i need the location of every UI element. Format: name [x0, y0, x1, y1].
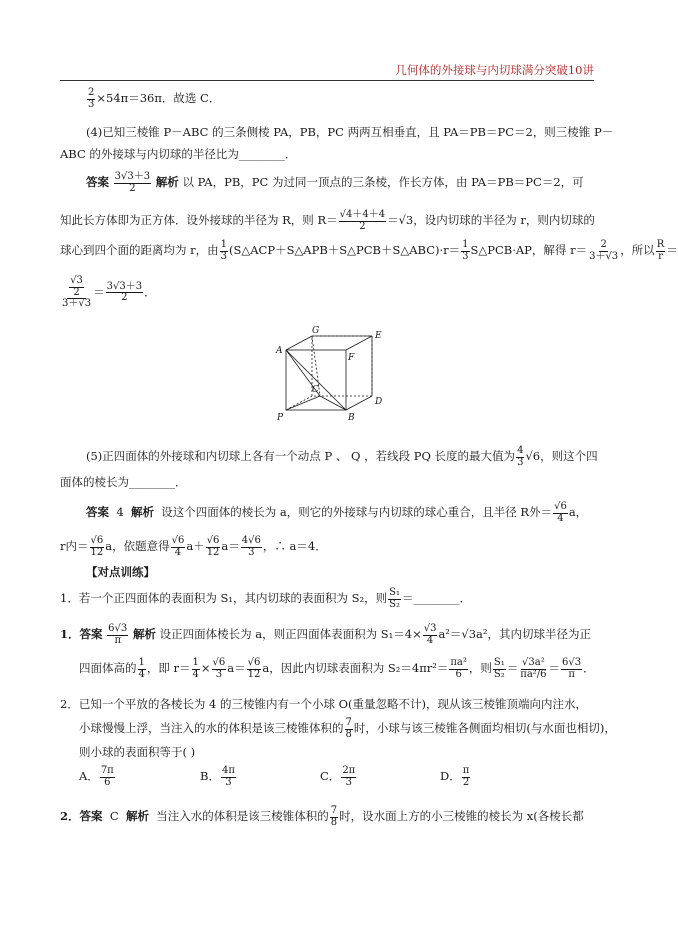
label-C: C	[312, 385, 319, 395]
cube-back-face	[312, 336, 372, 396]
training-2-line-1: 2．已知一个平放的各棱长为 4 的三棱锥内有一个小球 O(重量忽略不计)，现从该三棱锥顶端向内注水，	[60, 697, 587, 711]
answer-4-line-1: 答案 $\frac{3√3+3}{2}$ 解析 以 PA，PB，PC 为过同一顶点的三条棱，作长方体，由 PA＝PB＝PC＝2，可	[86, 171, 584, 194]
answer-fraction: $\frac{3√3+3}{2}$	[114, 171, 151, 194]
training-2-line-3: 则小球的表面积等于( )	[79, 745, 196, 759]
option-c[interactable]: C． $\frac{2\pi}{3}$	[320, 765, 356, 788]
question-4-line-1: (4)已知三棱锥 P－ABC 的三条侧棱 PA，PB，PC 两两互相垂直，且 PA＝PB＝PC＝2，则三棱锥 P－	[86, 125, 614, 139]
answer-5-line-1: 答案 4 解析 设这个四面体的棱长为 a，则它的外接球与内切球的球心重合，且半径 R外＝ $\frac{√6}{4}$ a，	[86, 501, 588, 524]
training-1-answer-line-2: 四面体高的 $\frac{1}{4}$ ，即 r＝ $\frac{1}{4}$ × $\frac{√6}{3}$ a＝ $\frac{√6}{12}$ a，因此内切球表面积为 S₂＝4πr²＝ $\frac{\text{πa²}}{6}$ ，则 $\frac{\text{S₁}}{\text{S₂}}$ ＝ $\frac{\text{√3a²}}{\text{πa²/6}}$ ＝ $\frac{6√3}{\pi}$ ．	[79, 657, 595, 680]
label-F: F	[348, 353, 355, 363]
label-B: B	[348, 413, 355, 423]
answer-5-line-2: r内＝ $\frac{√6}{12}$ a，依题意得 $\frac{√6}{4}$ a＋ $\frac{√6}{12}$ a＝ $\frac{4√6}{3}$ ，∴ a＝4．	[60, 535, 327, 558]
option-b[interactable]: B． $\frac{4\pi}{3}$	[200, 765, 235, 788]
training-2-line-2: 小球慢慢上浮，当注入的水的体积是该三棱锥体积的 $\frac{7}{8}$ 时，小球与该三棱锥各侧面均相切(与水面也相切)，	[79, 717, 616, 740]
question-5-line-2: 面体的棱长为________．	[60, 475, 187, 489]
answer-4-line-2: 知此长方体即为正方体．设外接球的半径为 R，则 R＝ $\frac{√4+4+4}{2}$ ＝√3，设内切球的半径为 r，则内切球的	[60, 209, 595, 232]
header-title: 几何体的外接球与内切球满分突破10讲	[395, 63, 594, 77]
option-a[interactable]: A． $\frac{7\pi}{6}$	[79, 765, 114, 788]
label-P: P	[277, 413, 284, 423]
page-header	[60, 64, 594, 81]
label-G: G	[312, 326, 320, 336]
option-d[interactable]: D． $\frac{\pi}{2}$	[440, 765, 470, 788]
question-5-line-1: (5)正四面体的外接球和内切球上各有一个动点 P 、 Q ，若线段 PQ 长度的最大值为 $\frac{4}{3}$ √6，则这个四	[86, 445, 598, 468]
label-E: E	[375, 331, 382, 341]
prev-conclusion: $\frac{2}{3}$ ×54π＝36π．故选 C．	[88, 87, 221, 110]
question-4-line-2: ABC 的外接球与内切球的半径比为________．	[60, 147, 297, 161]
fraction: $\frac{2}{3}$	[88, 87, 95, 110]
training-1-answer-line-1: 1．答案 $\frac{6√3}{\pi}$ 解析 设正四面体棱长为 a，则正四面体表面积为 S₁＝4× $\frac{√3}{4}$ a²＝√3a²，其内切球半径为正	[60, 623, 592, 646]
answer-4-line-4: $\frac{\frac{√3}{2}}{3+√3}$ ＝ $\frac{3√3+3}{2}$ ．	[62, 275, 156, 309]
training-2-answer-line-1: 2．答案 C 解析 当注入水的体积是该三棱锥体积的 $\frac{7}{8}$ 时，设水面上方的小三棱锥的棱长为 x(各棱长都	[60, 805, 584, 828]
cube-figure	[262, 328, 402, 428]
training-1-question: 1．若一个正四面体的表面积为 S₁，其内切球的表面积为 S₂，则 $\frac{\text{S₁}}{\text{S₂}}$ ＝________．	[60, 587, 471, 610]
label-A: A	[276, 346, 283, 356]
section-title: 【对点训练】	[86, 565, 155, 579]
label-D: D	[375, 397, 383, 407]
answer-4-line-3: 球心到四个面的距离均为 r，由 $\frac{1}{3}$ (S△ACP＋S△APB＋S△PCB＋S△ABC)·r＝ $\frac{1}{3}$ S△PCB·AP，解得 r＝ $\frac{2}{3+√3}$ ，所以 $\frac{R}{r}$ ＝	[60, 239, 678, 262]
